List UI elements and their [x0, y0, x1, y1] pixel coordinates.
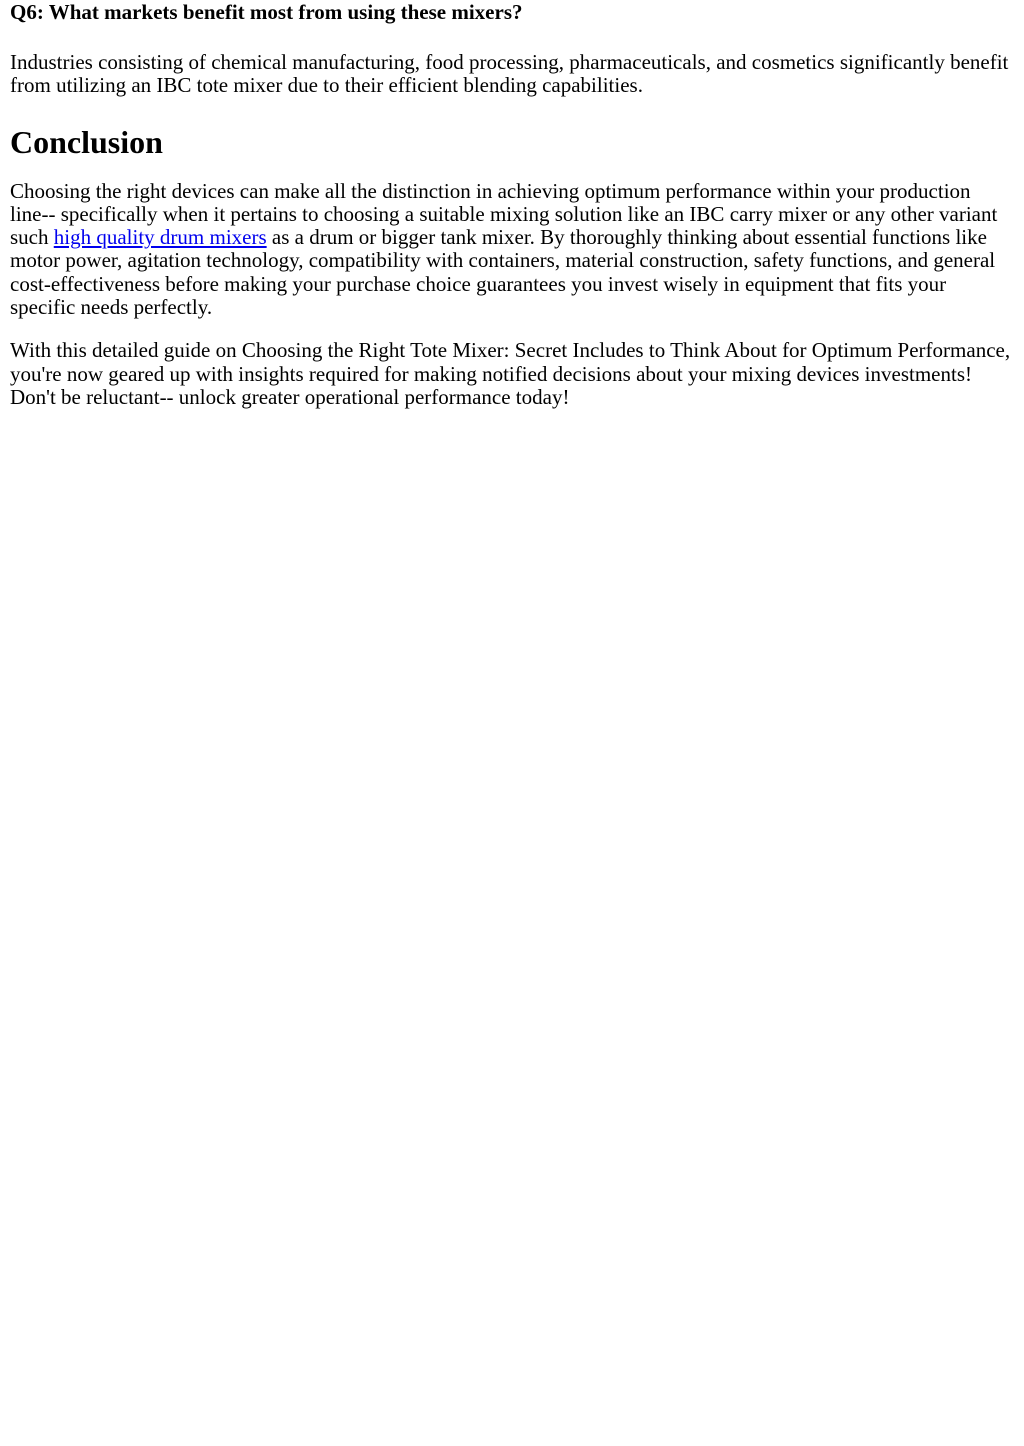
faq-answer-paragraph: Industries consisting of chemical manufacturing, food processing, pharmaceuticals, and cosmetics significantly benefit from utilizing an IBC tote mixer due to their efficient blending capabilities.	[10, 50, 1009, 98]
closing-paragraph: With this detailed guide on Choosing the Right Tote Mixer: Secret Includes to Think About for Optimum Performance, you're now geared up with insights required for making notified decisions about your mixing devices investments! Don't be reluctant-- unlock greater operational performance today!	[10, 338, 1011, 409]
conclusion-paragraph	[10, 180, 1014, 320]
conclusion-text-after-link: as a drum or bigger tank mixer. By thoroughly thinking about essential functions like motor power, agitation technology, compatibility with containers, material construction, safety functions, and general cost-effectiveness before making your purchase choice guarantees you invest wisely in equipment that fits your specific needs perfectly.	[10, 225, 996, 320]
faq-question-heading: Q6: What markets benefit most from using these mixers?	[10, 0, 523, 24]
article-page	[0, 0, 1024, 409]
conclusion-heading: Conclusion	[10, 123, 163, 160]
conclusion-text-before-link: Choosing the right devices can make all the distinction in achieving optimum performance within your production line-- specifically when it pertains to choosing a suitable mixing solution like an IBC carry mixer or any other variant such	[10, 178, 998, 250]
drum-mixers-link[interactable]: high quality drum mixers	[53, 225, 267, 250]
